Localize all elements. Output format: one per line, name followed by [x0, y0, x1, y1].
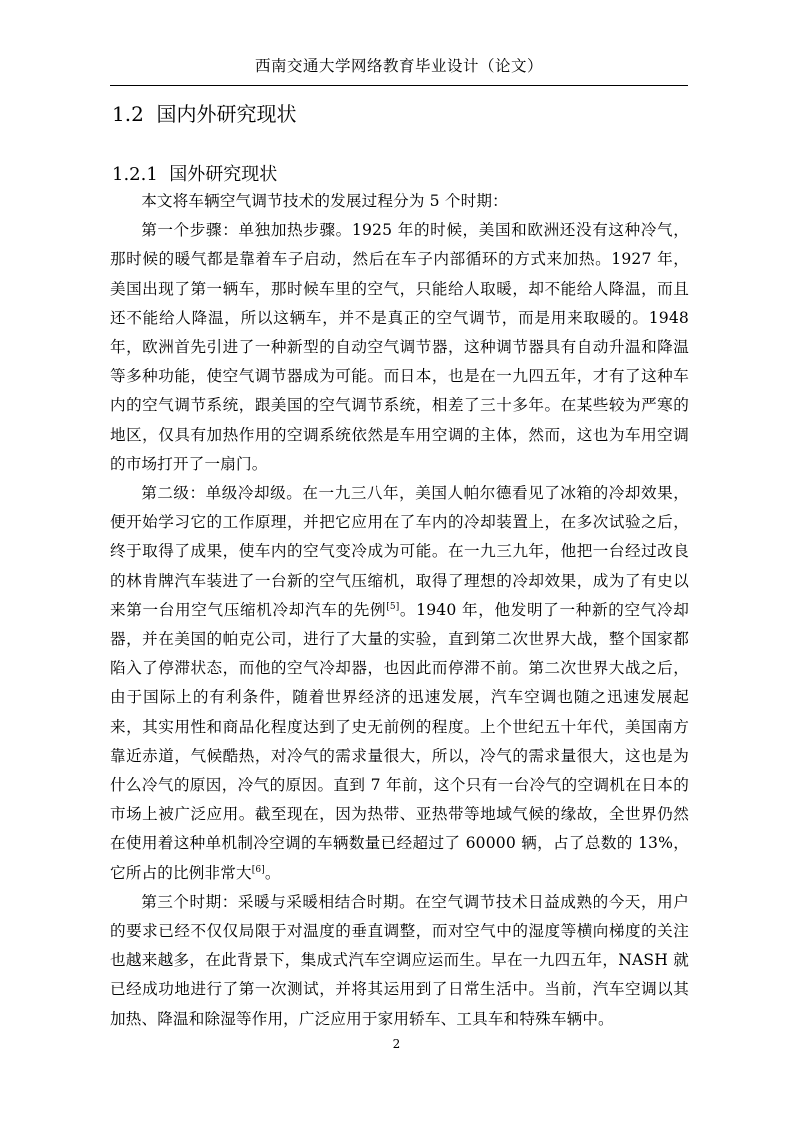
page-header-title: 西南交通大学网络教育毕业设计（论文）	[254, 57, 543, 75]
subsection-heading	[112, 160, 277, 186]
subsection-number: 1.2.1	[112, 164, 158, 185]
paragraph-stage-three: 第三个时期：采暖与采暖相结合时期。在空气调节技术日益成熟的今天，用户的要求已经不仅仅局限于对温度的垂直调整，而对空气中的湿度等横向梯度的关注也越来越多，在此背景下，集成式汽车空调应运而生。早在一九四五年，NASH 就已经成功地进行了第一次测试，并将其运用到了日常生活中。当前，汽车空调以其加热、降温和除湿等作用，广泛应用于家用轿车、工具车和特殊车辆中。	[110, 892, 689, 1028]
paragraph-stage-two-part-b: 。1940 年，他发明了一种新的空气冷却器，并在美国的帕克公司，进行了大量的实验，直到第二次世界大战，整个国家都陷入了停滞状态，而他的空气冷却器，也因此而停滞不前。第二次世界大战之后，由于国际上的有利条件，随着世界经济的迅速发展，汽车空调也随之迅速发展起来，其实用性和商品化程度达到了史无前例的程度。上个世纪五十年代，美国南方靠近赤道，气候酷热，对冷气的需求量很大，所以，冷气的需求量很大，这也是为什么冷气的原因，冷气的原因。直到 7 年前，这个只有一台冷气的空调机在日本的市场上被广泛应用。截至现在，因为热带、亚热带等地域气候的缘故，全世界仍然在使用着这种单机制冷空调的车辆数量已经超过了 60000 辆，占了总数的 13%，它所占的比例非常大	[110, 600, 689, 882]
section-title: 国内外研究现状	[156, 102, 297, 126]
header-rule	[110, 85, 688, 86]
section-number: 1.2	[112, 102, 144, 126]
citation-ref-5[interactable]: [5]	[386, 601, 400, 612]
paragraph-stage-two-part-a: 第二级：单级冷却级。在一九三八年，美国人帕尔德看见了冰箱的冷却效果，便开始学习它的工作原理，并把它应用在了车内的冷却装置上，在多次试验之后，终于取得了成果，使车内的空气变冷成为可能。在一九三九年，他把一台经过改良的林肯牌汽车装进了一台新的空气压缩机，取得了理想的冷却效果，成为了有史以来第一台用空气压缩机冷却汽车的先例	[110, 484, 689, 619]
paragraph-intro: 本文将车辆空气调节技术的发展过程分为 5 个时期：	[141, 192, 508, 210]
paragraph-stage-two-part-c: 。	[264, 863, 281, 882]
paragraph-stage-one: 第一个步骤：单独加热步骤。1925 年的时候，美国和欧洲还没有这种冷气，那时候的暖气都是靠着车子启动，然后在车子内部循环的方式来加热。1927 年，美国出现了第一辆车，那时候车里的空气，只能给人取暖，却不能给人降温，而且还不能给人降温，所以这辆车，并不是真正的空气调节，而是用来取暖的。1948 年，欧洲首先引进了一种新型的自动空气调节器，这种调节器具有自动升温和降温等多种功能，使空气调节器成为可能。而日本，也是在一九四五年，才有了这种车内的空气调节系统，跟美国的空气调节系统，相差了三十多年。在某些较为严寒的地区，仅具有加热作用的空调系统依然是车用空调的主体，然而，这也为车用空调的市场打开了一扇门。	[110, 221, 689, 473]
section-heading	[112, 98, 297, 127]
page-number: 2	[392, 1037, 401, 1051]
subsection-title: 国外研究现状	[169, 164, 278, 185]
body-text	[110, 187, 689, 1034]
paragraph-stage-two	[110, 479, 689, 888]
citation-ref-6[interactable]: [6]	[251, 864, 265, 875]
